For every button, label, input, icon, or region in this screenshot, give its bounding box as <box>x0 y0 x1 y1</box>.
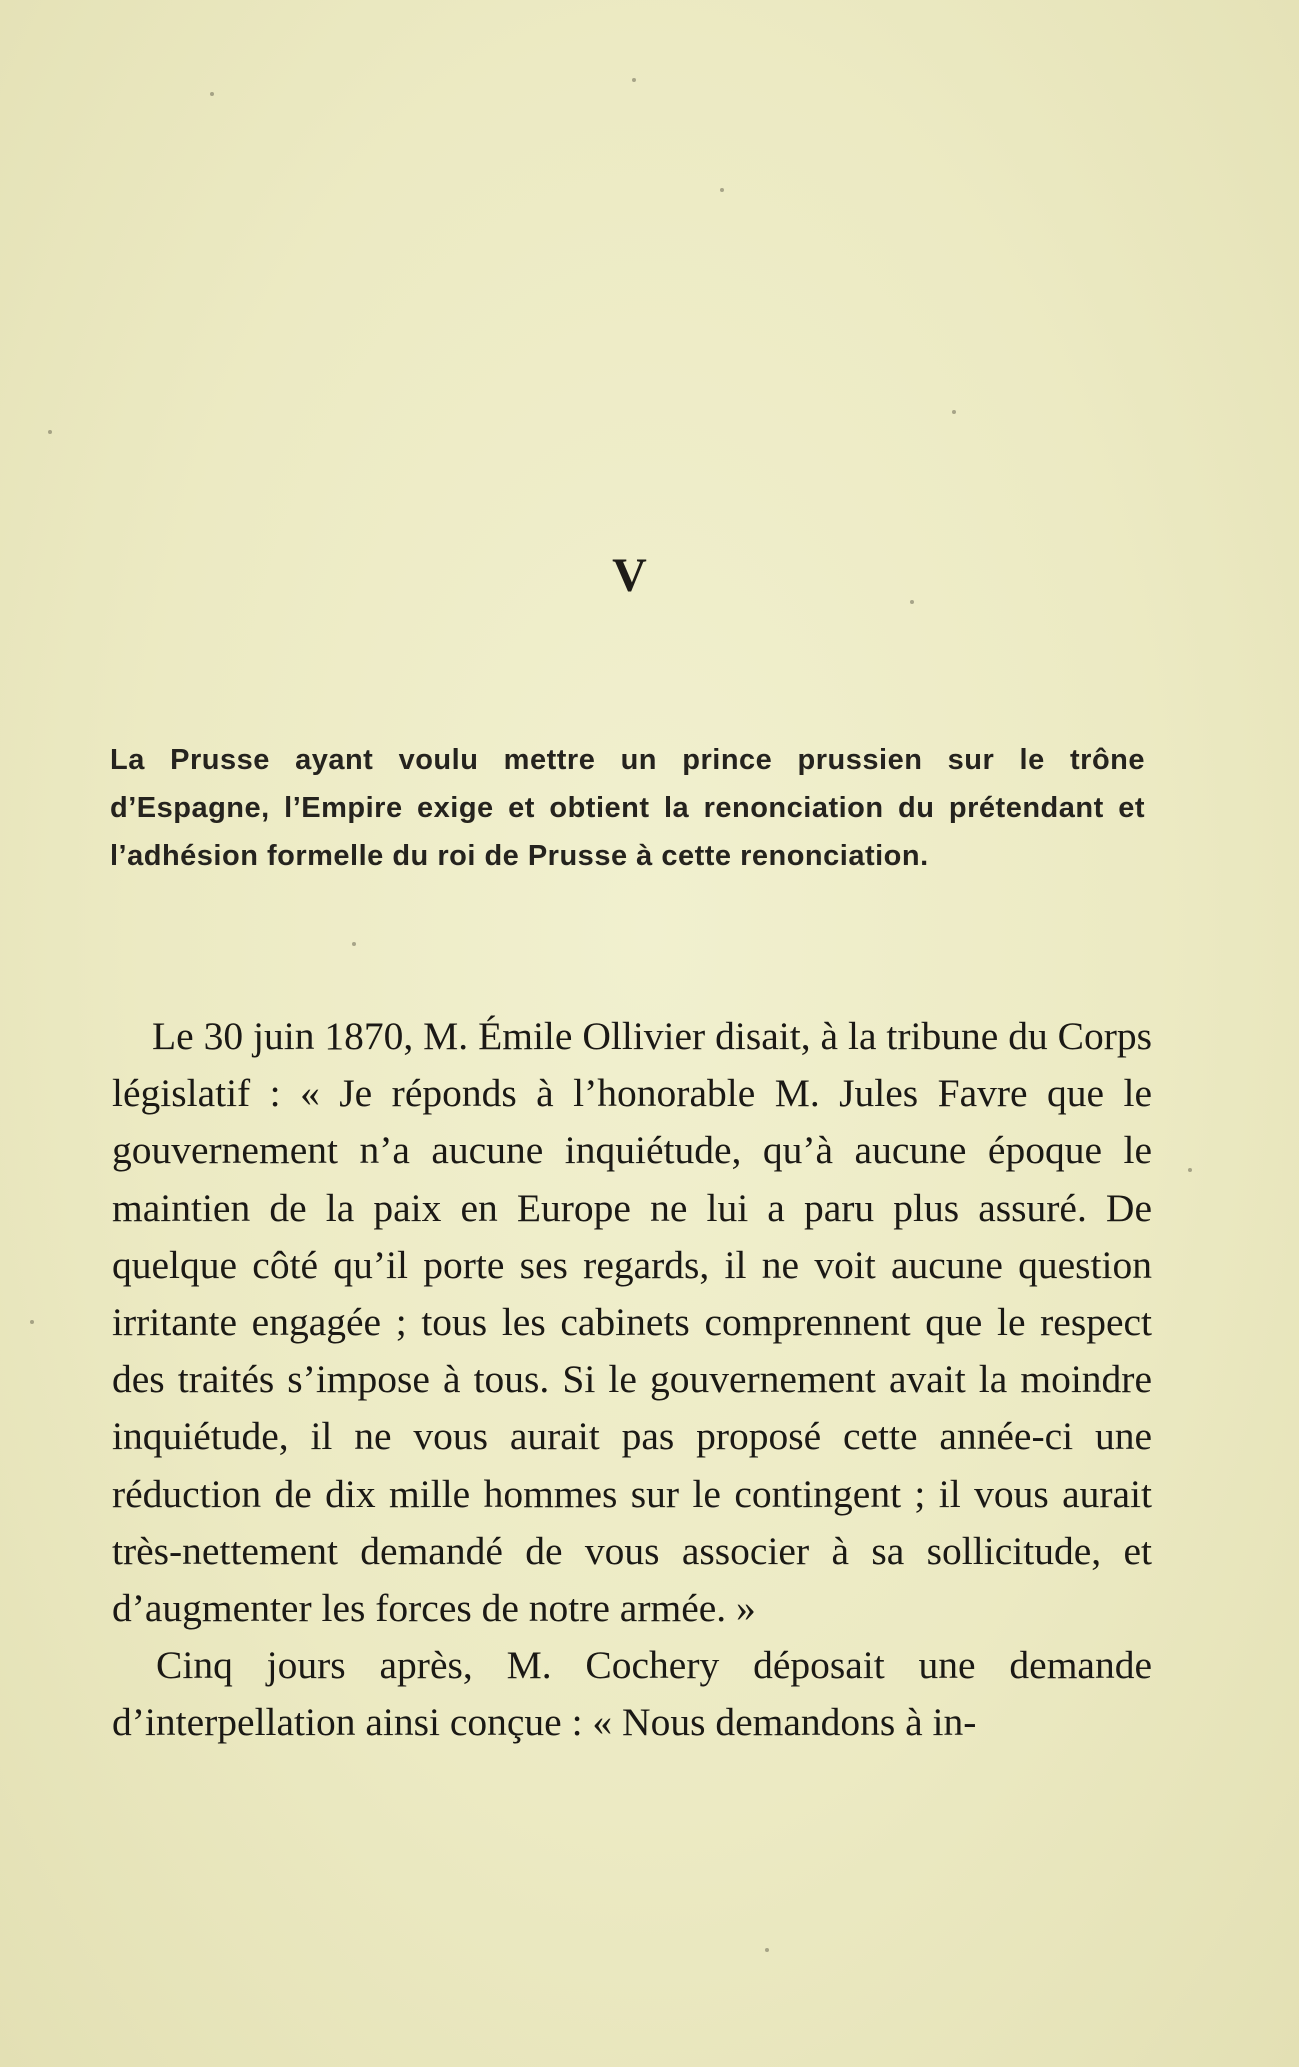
paper-speck <box>720 188 724 192</box>
paper-speck <box>352 942 356 946</box>
paper-speck <box>210 92 214 96</box>
chapter-summary: La Prusse ayant voulu mettre un prince prussien sur le trône d’Espagne, l’Empire exige et obtient la renonciation du prétendant et l’adhésion formelle du roi de Prusse à cette renonciation. <box>110 744 1145 872</box>
paper-speck <box>30 1320 34 1324</box>
paper-speck <box>765 1948 769 1952</box>
paper-speck <box>952 410 956 414</box>
paper-speck <box>48 430 52 434</box>
paragraph: Cinq jours après, M. Cochery déposait une demande d’interpellation ainsi conçue : « Nous demandons à in- <box>112 1643 1152 1745</box>
paragraph: Le 30 juin 1870, M. Émile Ollivier disait, à la tribune du Corps législatif : « Je réponds à l’honorable M. Jules Favre que le gouvernement n’a aucune inquiétude, qu’à aucune époque le maintien de la paix en Europe ne lui a paru plus assuré. De quelque côté qu’il porte ses regards, il ne voit aucune question irritante engagée ; tous les cabinets comprennent que le respect des traités s’impose à tous. Si le gouvernement avait la moindre inquiétude, il ne vous aurait pas proposé cette année-ci une réduction de dix mille hommes sur le contingent ; il vous aurait très-nettement demandé de vous associer à sa sollicitude, et d’augmenter les forces de notre armée. » <box>112 1014 1152 1631</box>
paper-speck <box>632 78 636 82</box>
body-text <box>112 1008 1152 1752</box>
chapter-numeral: V <box>612 549 648 602</box>
paper-speck <box>1188 1168 1192 1172</box>
